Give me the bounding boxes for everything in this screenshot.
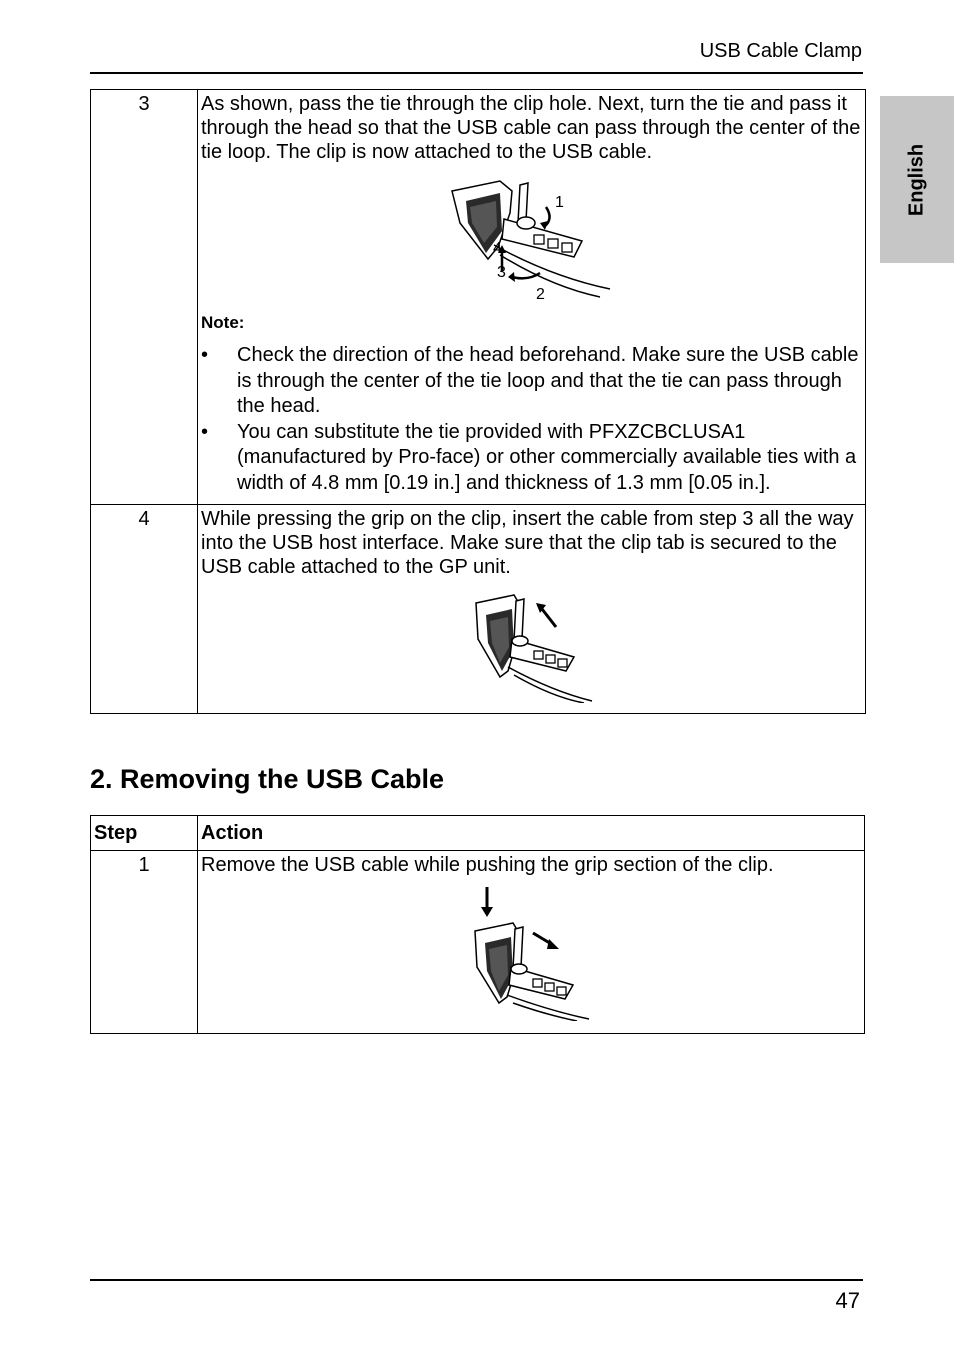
- step-action-cell: [198, 851, 865, 1034]
- table-row: [91, 505, 866, 714]
- section-heading: 2. Removing the USB Cable: [90, 764, 445, 794]
- note-bullet-list: [201, 343, 862, 496]
- step-number: 3: [91, 90, 198, 505]
- running-header-title: USB Cable Clamp: [699, 40, 862, 62]
- note-label: Note:: [201, 313, 245, 332]
- language-side-tab: [880, 96, 954, 263]
- clip-remove-illustration: [461, 887, 601, 1021]
- clip-attach-illustration: [442, 177, 622, 299]
- bullet-text: You can substitute the tie provided with PFXZCBCLUSA1 (manufactured by Pro-face) or other commercially available ties with a width of 4.8 mm [0.19 in.] and thickness of 1.3 mm [0.05 in.].: [237, 420, 857, 494]
- removal-steps-table: [90, 815, 865, 1034]
- footer-divider: [90, 1279, 863, 1281]
- step-text: While pressing the grip on the clip, insert the cable from step 3 all the way into the USB host interface. Make sure that the clip tab is secured to the USB cable attached to the GP unit.: [201, 508, 854, 578]
- table-row: [91, 90, 866, 505]
- step-action-cell: [198, 505, 866, 714]
- step-text: Remove the USB cable while pushing the grip section of the clip.: [201, 854, 774, 876]
- page-number: 47: [835, 1288, 860, 1313]
- step-number: 1: [91, 851, 198, 1034]
- figure-label: 2: [535, 286, 545, 299]
- step-number: 4: [91, 505, 198, 714]
- steps-table-continued: [90, 89, 866, 714]
- column-header-action: Action: [198, 816, 865, 851]
- list-item: • Check the direction of the head beforehand. Make sure the USB cable is through the center of the tie loop and that the tie can pass through the head.: [201, 344, 859, 417]
- table-row: [91, 851, 865, 1034]
- header-divider: [90, 72, 863, 74]
- language-tab-label: English: [905, 143, 928, 216]
- step-text: As shown, pass the tie through the clip hole. Next, turn the tie and pass it through the head so that the USB cable can pass through the center of the tie loop. The clip is now attached to the USB cable.: [201, 93, 861, 163]
- clip-insert-illustration: [462, 591, 602, 703]
- figure-label: 1: [554, 194, 564, 211]
- figure-label: 3: [496, 264, 506, 281]
- figure-label: 4: [492, 240, 502, 257]
- table-header-row: [91, 816, 865, 851]
- list-item: • You can substitute the tie provided with PFXZCBCLUSA1 (manufactured by Pro-face) or other commercially available ties with a width of 4.8 mm [0.19 in.] and thickness of 1.3 mm [0.05 in.].: [201, 420, 857, 494]
- column-header-step: Step: [91, 816, 198, 851]
- bullet-text: Check the direction of the head beforehand. Make sure the USB cable is through the center of the tie loop and that the tie can pass through the head.: [237, 344, 859, 417]
- step-action-cell: [198, 90, 866, 505]
